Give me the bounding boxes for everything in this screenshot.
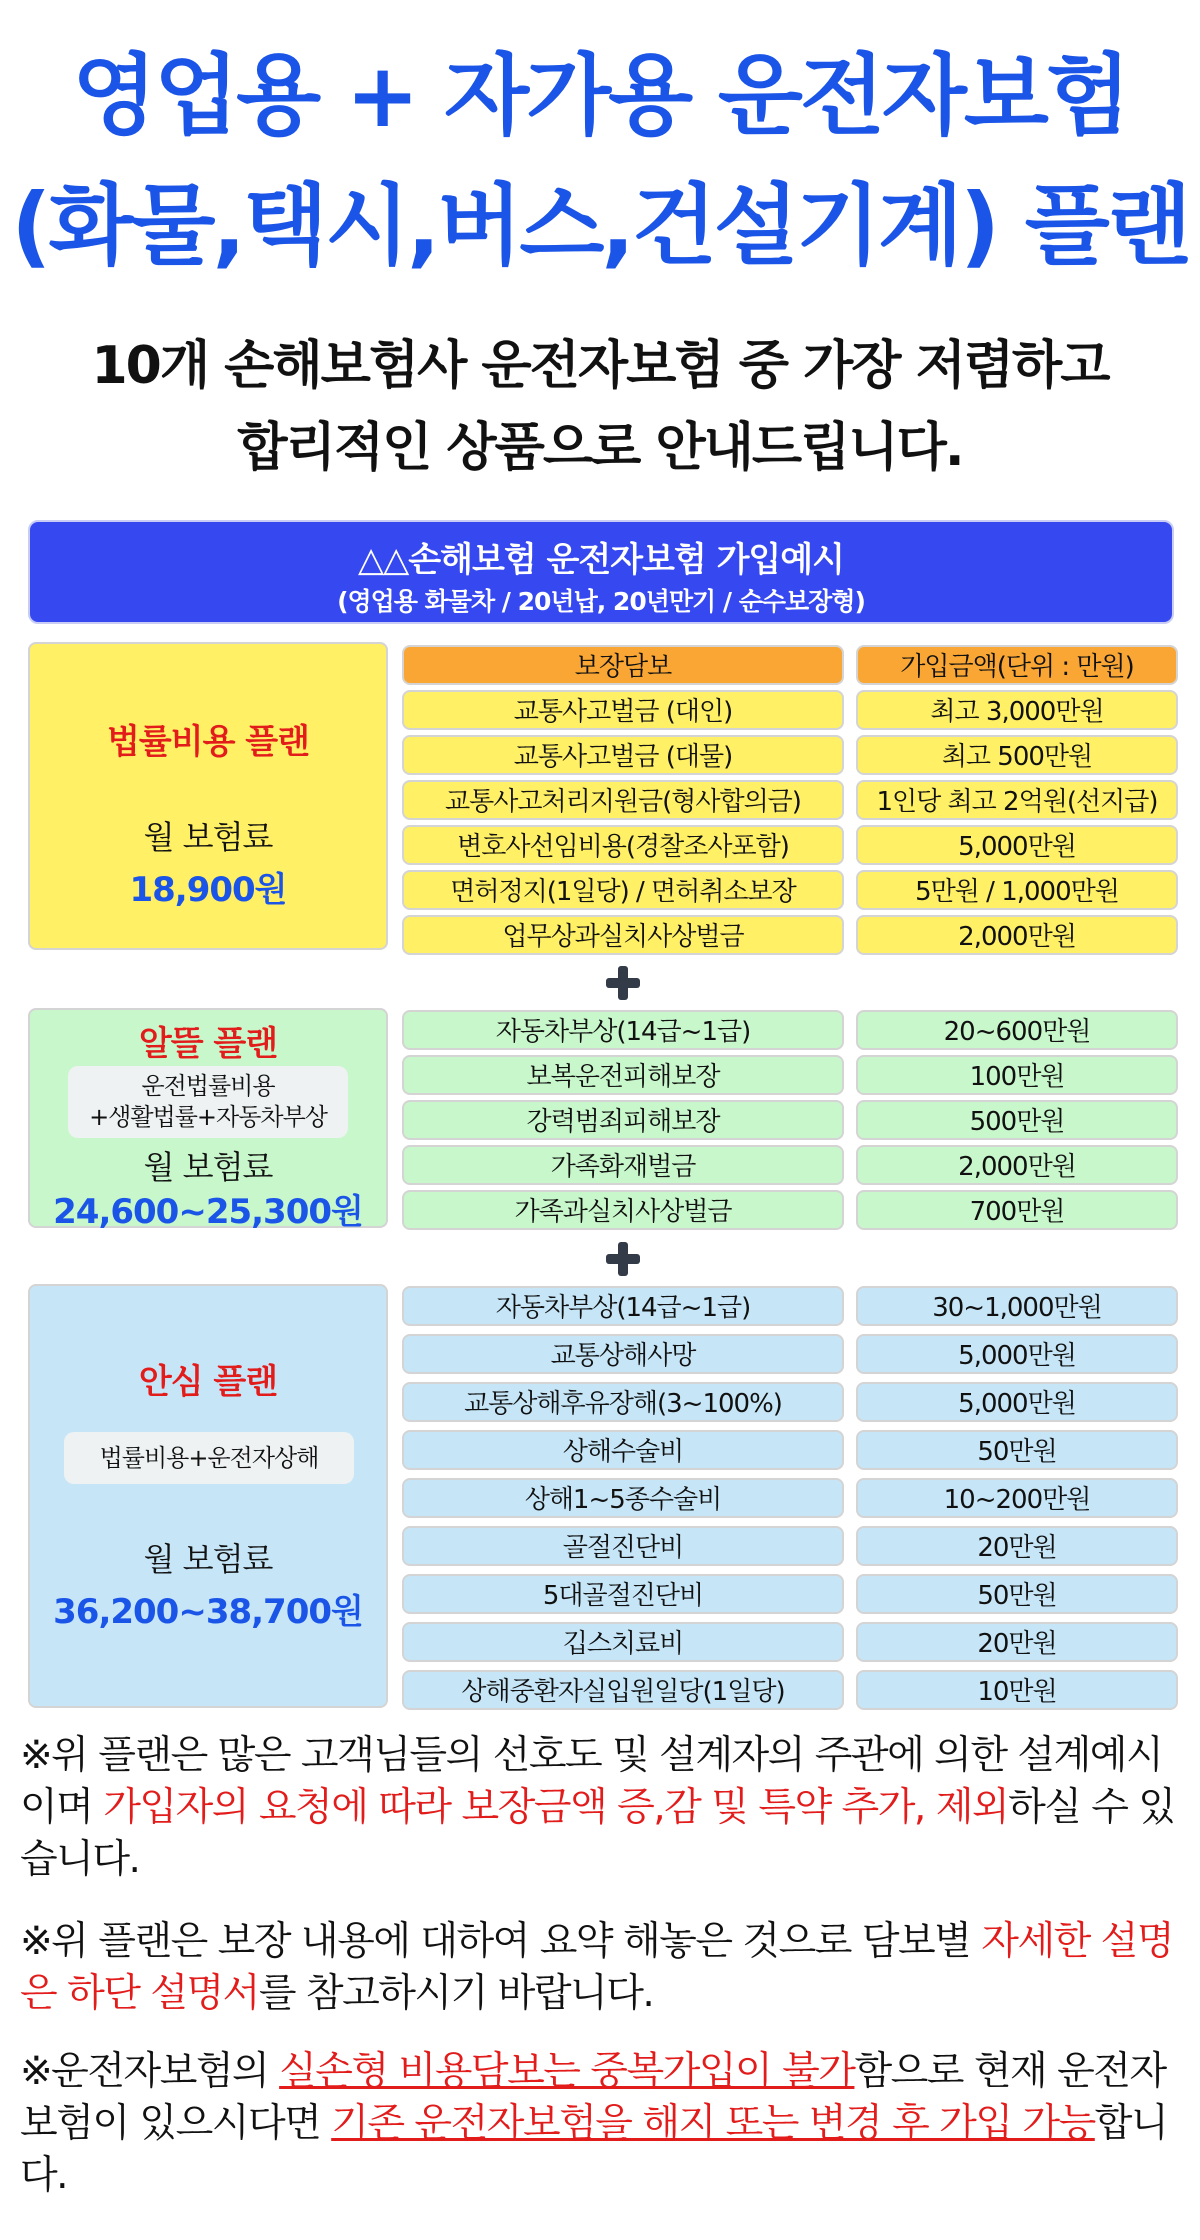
coverage-cell: 면허정지(1일당) / 면허취소보장 — [402, 870, 844, 910]
coverage-cell: 자동차부상(14급~1급) — [402, 1286, 844, 1326]
plan-note — [68, 1066, 348, 1138]
plan-note: 법률비용+운전자상해 — [64, 1432, 354, 1484]
plan-secure-box — [28, 1284, 388, 1708]
coverage-cell: 강력범죄피해보장 — [402, 1100, 844, 1140]
banner-subtitle: (영업용 화물차 / 20년납, 20년만기 / 순수보장형) — [337, 587, 865, 616]
amount-cell: 50만원 — [856, 1430, 1178, 1470]
coverage-cell: 가족화재벌금 — [402, 1145, 844, 1185]
plus-icon — [606, 966, 640, 1000]
plan-name: 알뜰 플랜 — [138, 1024, 278, 1064]
coverage-cell: 골절진단비 — [402, 1526, 844, 1566]
amount-cell: 5만원 / 1,000만원 — [856, 870, 1178, 910]
amount-cell: 700만원 — [856, 1190, 1178, 1230]
coverage-cell: 상해중환자실입원일당(1일당) — [402, 1670, 844, 1710]
amount-cell: 2,000만원 — [856, 1145, 1178, 1185]
price-label: 월 보험료 — [143, 1540, 273, 1578]
example-banner — [28, 520, 1174, 624]
plan-note-line2: +생활법률+자동차부상 — [89, 1103, 327, 1131]
coverage-cell: 깁스치료비 — [402, 1622, 844, 1662]
price-value: 24,600~25,300원 — [53, 1192, 363, 1232]
footnote-text: ※위 플랜은 보장 내용에 대하여 요약 해놓은 것으로 담보별 — [20, 1919, 982, 1964]
coverage-cell: 업무상과실치사상벌금 — [402, 915, 844, 955]
coverage-cell: 변호사선임비용(경찰조사포함) — [402, 825, 844, 865]
footnote-underline: 기존 운전자보험을 해지 또는 변경 후 가입 가능 — [331, 2101, 1095, 2146]
coverage-cell: 상해1~5종수술비 — [402, 1478, 844, 1518]
footnote-1 — [20, 1730, 1180, 1886]
page-title-line1: 영업용 + 자가용 운전자보험 — [72, 44, 1128, 147]
plan-legal-box — [28, 642, 388, 950]
footnote-text: ※위 플랜은 많은 고객님들의 선호도 및 설계자의 주관에 의한 설계예시 이며 — [20, 1733, 1163, 1830]
amount-cell: 30~1,000만원 — [856, 1286, 1178, 1326]
footnote-highlight: 가입자의 요청에 따라 보장금액 증,감 및 특약 추가, 제외 — [103, 1785, 1009, 1830]
plus-icon — [606, 1242, 640, 1276]
amount-cell: 500만원 — [856, 1100, 1178, 1140]
amount-cell: 50만원 — [856, 1574, 1178, 1614]
footnote-underline: 실손형 비용담보는 중복가입이 불가 — [279, 2049, 855, 2094]
amount-cell: 5,000만원 — [856, 1382, 1178, 1422]
coverage-cell: 보복운전피해보장 — [402, 1055, 844, 1095]
page-title-line2: (화물,택시,버스,건설기계) 플랜 — [11, 174, 1189, 277]
coverage-cell: 자동차부상(14급~1급) — [402, 1010, 844, 1050]
subtitle-line2: 합리적인 상품으로 안내드립니다. — [237, 418, 963, 478]
amount-cell: 1인당 최고 2억원(선지급) — [856, 780, 1178, 820]
price-label: 월 보험료 — [143, 818, 273, 856]
banner-title: △△손해보험 운전자보험 가입예시 — [358, 540, 844, 580]
plan-name: 법률비용 플랜 — [107, 722, 309, 762]
coverage-cell: 교통상해사망 — [402, 1334, 844, 1374]
amount-cell: 최고 500만원 — [856, 735, 1178, 775]
footnote-highlight: 자세한 설명은 하단 설명서 — [20, 1919, 1174, 2016]
plan-note-line1: 운전법률비용 — [141, 1072, 275, 1100]
amount-cell: 20만원 — [856, 1622, 1178, 1662]
coverage-cell: 가족과실치사상벌금 — [402, 1190, 844, 1230]
subtitle-line1: 10개 손해보험사 운전자보험 중 가장 저렴하고 — [91, 336, 1109, 396]
amount-cell: 20~600만원 — [856, 1010, 1178, 1050]
coverage-cell: 교통사고처리지원금(형사합의금) — [402, 780, 844, 820]
price-label: 월 보험료 — [143, 1148, 273, 1186]
price-value: 18,900원 — [129, 870, 287, 910]
footnote-3 — [20, 2046, 1180, 2202]
coverage-cell: 교통사고벌금 (대물) — [402, 735, 844, 775]
footnote-2 — [20, 1916, 1180, 2020]
header-coverage: 보장담보 — [402, 645, 844, 685]
plan-thrifty-box — [28, 1008, 388, 1232]
header-amount: 가입금액(단위 : 만원) — [856, 645, 1178, 685]
footnote-text: 를 참고하시기 바랍니다. — [258, 1971, 654, 2016]
amount-cell: 5,000만원 — [856, 825, 1178, 865]
footnote-text: 하실 수 있습니다. — [20, 1785, 1175, 1882]
amount-cell: 10만원 — [856, 1670, 1178, 1710]
footnote-text: 함으로 현재 운전자보험이 있으시다면 — [20, 2049, 1166, 2146]
coverage-cell: 5대골절진단비 — [402, 1574, 844, 1614]
coverage-cell: 교통상해후유장해(3~100%) — [402, 1382, 844, 1422]
amount-cell: 5,000만원 — [856, 1334, 1178, 1374]
amount-cell: 2,000만원 — [856, 915, 1178, 955]
footnote-text: 합니다. — [20, 2101, 1168, 2198]
amount-cell: 최고 3,000만원 — [856, 690, 1178, 730]
coverage-cell: 교통사고벌금 (대인) — [402, 690, 844, 730]
amount-cell: 10~200만원 — [856, 1478, 1178, 1518]
amount-cell: 100만원 — [856, 1055, 1178, 1095]
amount-cell: 20만원 — [856, 1526, 1178, 1566]
price-value: 36,200~38,700원 — [53, 1592, 363, 1632]
plan-name: 안심 플랜 — [138, 1362, 278, 1402]
footnote-text: ※운전자보험의 — [20, 2049, 280, 2094]
coverage-cell: 상해수술비 — [402, 1430, 844, 1470]
